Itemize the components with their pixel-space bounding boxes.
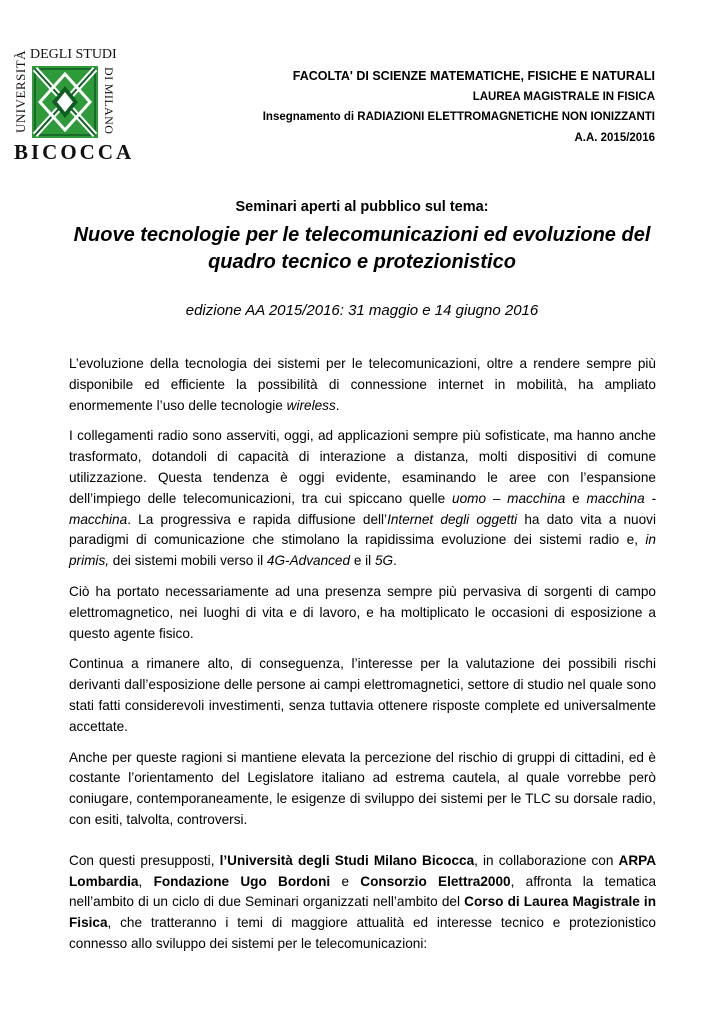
academic-year: A.A. 2015/2016 <box>574 131 655 144</box>
paragraph-1 <box>69 354 656 416</box>
italic-run: uomo – macchina <box>452 490 566 506</box>
header-block <box>263 66 655 148</box>
seminar-intro: Seminari aperti al pubblico sul tema: <box>235 199 489 215</box>
text-run: . <box>393 553 397 569</box>
text-run: , che tratteranno i temi di maggiore attualità ed interesse tecnico e protezionistico connesso allo sviluppo dei sistemi per le telecomunicazioni: <box>69 915 656 951</box>
faculty-line: FACOLTA' DI SCIENZE MATEMATICHE, FISICHE E NATURALI <box>292 69 655 83</box>
text-run: . La progressiva e rapida diffusione dell’ <box>127 511 388 527</box>
text-run: , in collaborazione con <box>474 852 619 868</box>
bold-run: ARPA Lombardia <box>69 852 657 889</box>
italic-run: in primis, <box>69 532 656 569</box>
logo-text-right: DI MILANO <box>102 67 116 135</box>
paragraph-2 <box>69 426 656 572</box>
bold-run: l’Università degli Studi Milano Bicocca <box>219 852 475 868</box>
paragraph-3: Ciò ha portato necessariamente ad una presenza sempre più pervasiva di sorgenti di campo elettromagnetico, nei luoghi di vita e di lavoro, e ha moltiplicato le occasioni di esposizione a questo agente fisico. <box>69 583 656 641</box>
bold-run: Corso di Laurea Magistrale in Fisica <box>69 894 657 931</box>
logo-text-bottom: BICOCCA <box>14 140 135 164</box>
main-title-line-2: quadro tecnico e protezionistico <box>208 251 516 273</box>
university-logo <box>12 46 135 164</box>
text-run: e <box>565 490 587 506</box>
main-title <box>60 222 664 276</box>
text-run: e il <box>350 553 375 569</box>
italic-run: wireless <box>286 397 336 413</box>
italic-run: 5G <box>374 553 394 569</box>
italic-run: Internet degli oggetti <box>387 511 518 527</box>
text-run: , affronta la tematica nell’ambito di un ciclo di due Seminari organizzati nell’ambito del <box>69 873 657 910</box>
edition-dates: edizione AA 2015/2016: 31 maggio e 14 giugno 2016 <box>185 302 539 319</box>
text-run: Con questi presupposti, <box>69 852 220 868</box>
paragraph-6 <box>69 851 656 955</box>
text-run: ha dato vita a nuovi paradigmi di comunicazione che stimolano la rapidissima evoluzione dei sistemi radio e, <box>69 511 656 548</box>
paragraph-5: Anche per queste ragioni si mantiene elevata la percezione del rischio di gruppi di cittadini, ed è costante l’orientamento del Legislatore italiano ad estrema cautela, al quale vorrebbe però coniugare, contemporaneamente, le esigenze di sviluppo dei sistemi per le TLC su dorsale radio, con esiti, talvolta, controversi. <box>69 749 656 827</box>
body-text <box>69 354 656 965</box>
text-run: L’evoluzione della tecnologia dei sistemi per le telecomunicazioni, oltre a rendere sempre più disponibile ed efficiente la possibilità di connessione internet in mobilità, ha ampliato enormemente l’uso delle tecnologie <box>69 356 656 413</box>
italic-run: 4G-Advanced <box>266 553 351 569</box>
paragraph-4: Continua a rimanere alto, di conseguenza, l’interesse per la valutazione dei possibili rischi derivanti dall’esposizione delle persone ai campi elettromagnetici, settore di studio nel quale sono stati fatti considerevoli investimenti, senza tuttavia ottenere risposte complete ed universalmente accettate. <box>69 656 656 734</box>
logo-emblem-icon <box>32 66 98 138</box>
logo-text-top: DEGLI STUDI <box>30 47 117 62</box>
bold-run: Fondazione Ugo Bordoni <box>153 873 331 889</box>
italic-run: macchina - macchina <box>69 490 656 527</box>
bold-run: Consorzio Elettra2000 <box>360 873 511 889</box>
degree-line: LAUREA MAGISTRALE IN FISICA <box>472 90 655 103</box>
text-run: I collegamenti radio sono asserviti, oggi, ad applicazioni sempre più sofisticate, ma hanno anche trasformato, dotandoli di capacità di interazione a distanza, molti dispositivi di comune utilizzazione. Questa tendenza è oggi evidente, esaminando le aree con l’espansione dell’impiego delle telecomunicazioni, tra cui spiccano quelle <box>69 428 656 506</box>
text-run: e <box>330 873 361 889</box>
main-title-line-1: Nuove tecnologie per le telecomunicazioni ed evoluzione del <box>73 224 651 246</box>
text-run: . <box>335 397 340 413</box>
course-line: Insegnamento di RADIAZIONI ELETTROMAGNETICHE NON IONIZZANTI <box>262 111 655 123</box>
text-run: dei sistemi mobili verso il <box>109 553 267 569</box>
logo-text-left: UNIVERSITÀ <box>13 50 28 134</box>
text-run: , <box>138 873 154 889</box>
